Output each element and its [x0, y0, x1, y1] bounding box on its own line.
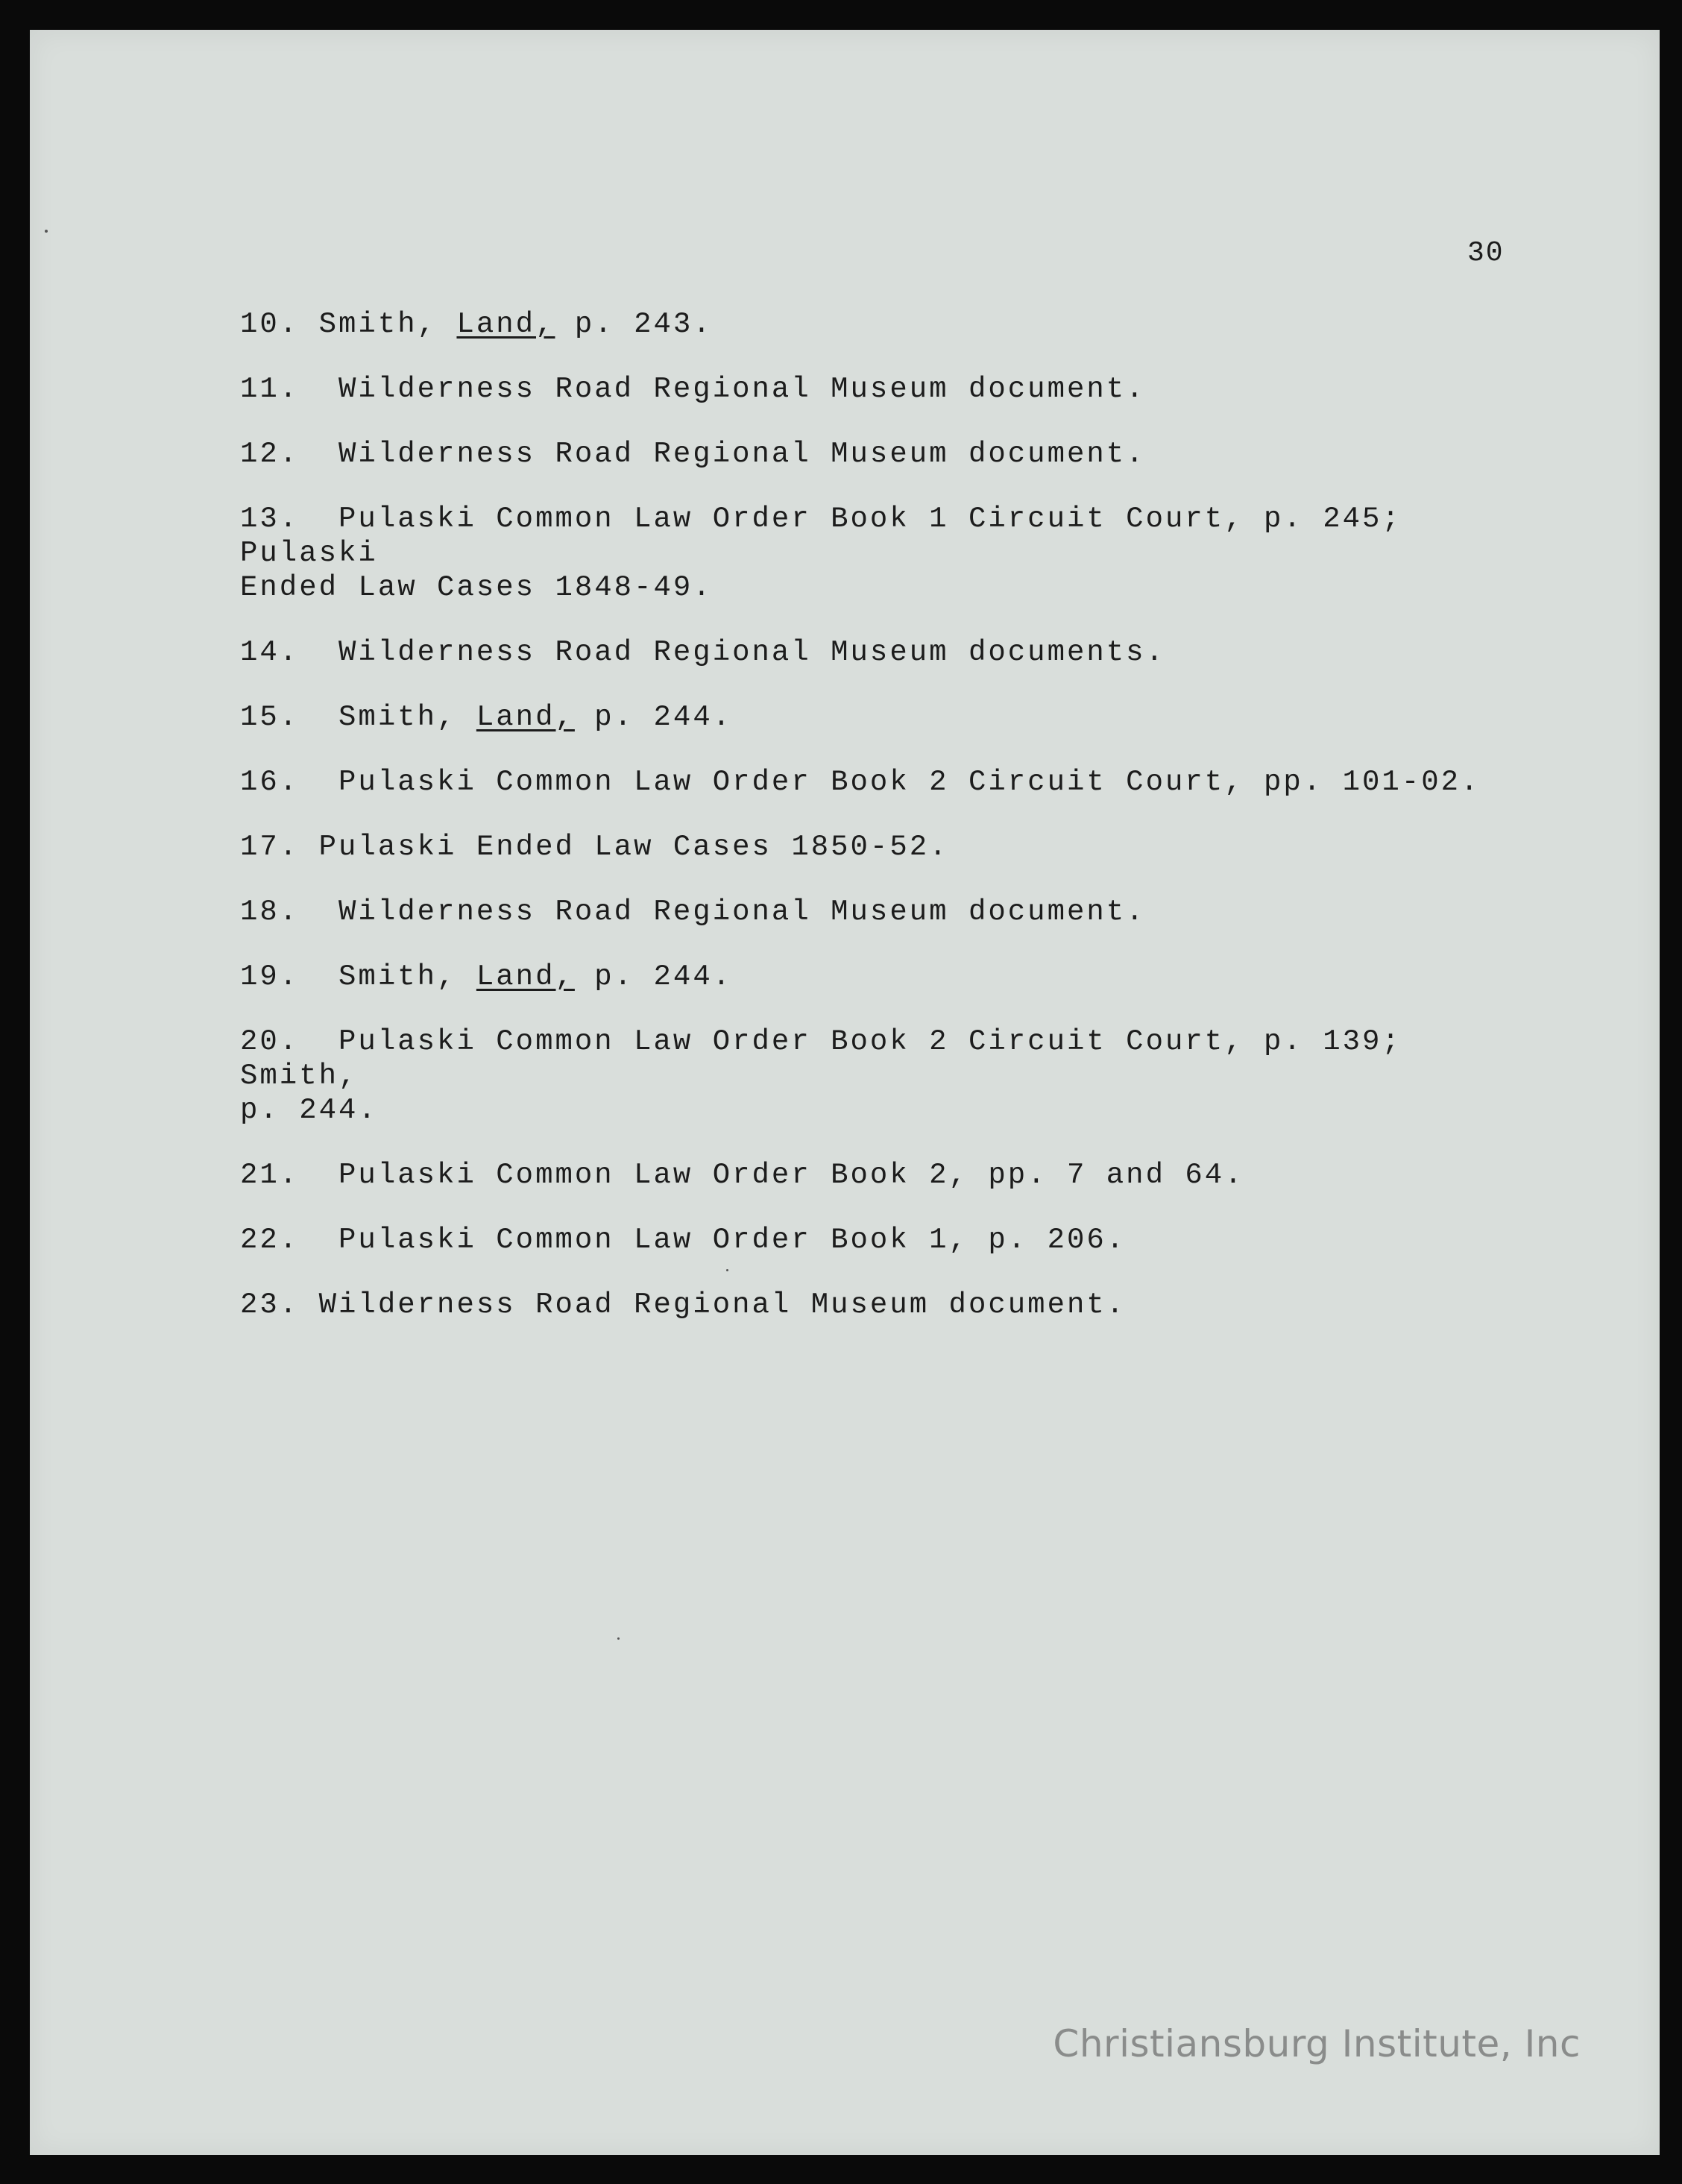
endnote-number: 13. [240, 503, 300, 535]
endnote-number: 17. [240, 831, 300, 863]
endnote-number: 23. [240, 1288, 300, 1321]
page-number: 30 [1467, 237, 1505, 269]
endnote-text: Pulaski Common Law Order Book 2, pp. 7 and 64. [299, 1159, 1244, 1192]
endnote-item [240, 1025, 1508, 1127]
endnote-text: Wilderness Road Regional Museum document. [299, 1288, 1127, 1321]
endnote-item [240, 437, 1508, 471]
endnote-text: Smith, [299, 308, 457, 341]
endnote-item [240, 307, 1508, 342]
endnote-item [240, 502, 1508, 605]
endnote-item [240, 960, 1508, 994]
endnote-number: 14. [240, 636, 300, 669]
endnote-text: p. 243. [555, 308, 713, 341]
endnote-item [240, 635, 1508, 670]
endnote-item [240, 895, 1508, 929]
endnote-text: Pulaski Common Law Order Book 1 Circuit Court, p. 245; Pulaski Ended Law Cases 1848-49. [240, 503, 1402, 604]
endnote-text: Wilderness Road Regional Museum document. [299, 896, 1146, 928]
endnote-number: 19. [240, 960, 300, 993]
paper-speck [45, 230, 48, 233]
endnote-text: Wilderness Road Regional Museum document. [299, 373, 1146, 406]
endnote-text: p. 244. [574, 701, 733, 734]
endnote-item [240, 830, 1508, 864]
endnote-text: Pulaski Common Law Order Book 1, p. 206. [299, 1224, 1127, 1256]
endnote-number: 20. [240, 1025, 300, 1058]
endnote-title-underlined: Land, [456, 308, 555, 341]
endnote-number: 15. [240, 701, 300, 734]
endnote-text: p. 244. [574, 960, 733, 993]
endnote-number: 21. [240, 1159, 300, 1192]
endnote-number: 11. [240, 373, 300, 406]
endnote-item [240, 372, 1508, 406]
endnote-number: 22. [240, 1224, 300, 1256]
endnote-text: Wilderness Road Regional Museum document. [299, 438, 1146, 471]
endnote-text: Pulaski Common Law Order Book 2 Circuit Court, pp. 101-02. [299, 766, 1481, 799]
watermark: Christiansburg Institute, Inc [1053, 2022, 1581, 2065]
paper-sheet [30, 30, 1660, 2155]
endnote-title-underlined: Land, [476, 701, 575, 734]
paper-speck [617, 1637, 620, 1640]
endnote-text: Pulaski Common Law Order Book 2 Circuit Court, p. 139; Smith, p. 244. [240, 1025, 1402, 1127]
endnote-text: Smith, [299, 960, 476, 993]
endnote-item [240, 700, 1508, 734]
endnote-number: 12. [240, 438, 300, 471]
endnote-item [240, 765, 1508, 799]
endnote-number: 18. [240, 896, 300, 928]
endnote-text: Smith, [299, 701, 476, 734]
endnotes-list [240, 307, 1508, 1353]
endnote-title-underlined: Land, [476, 960, 575, 993]
endnote-number: 16. [240, 766, 300, 799]
endnote-item [240, 1223, 1508, 1257]
endnote-item [240, 1288, 1508, 1322]
endnote-text: Pulaski Ended Law Cases 1850-52. [299, 831, 949, 863]
endnote-number: 10. [240, 308, 300, 341]
endnote-text: Wilderness Road Regional Museum documents. [299, 636, 1165, 669]
endnote-item [240, 1158, 1508, 1192]
